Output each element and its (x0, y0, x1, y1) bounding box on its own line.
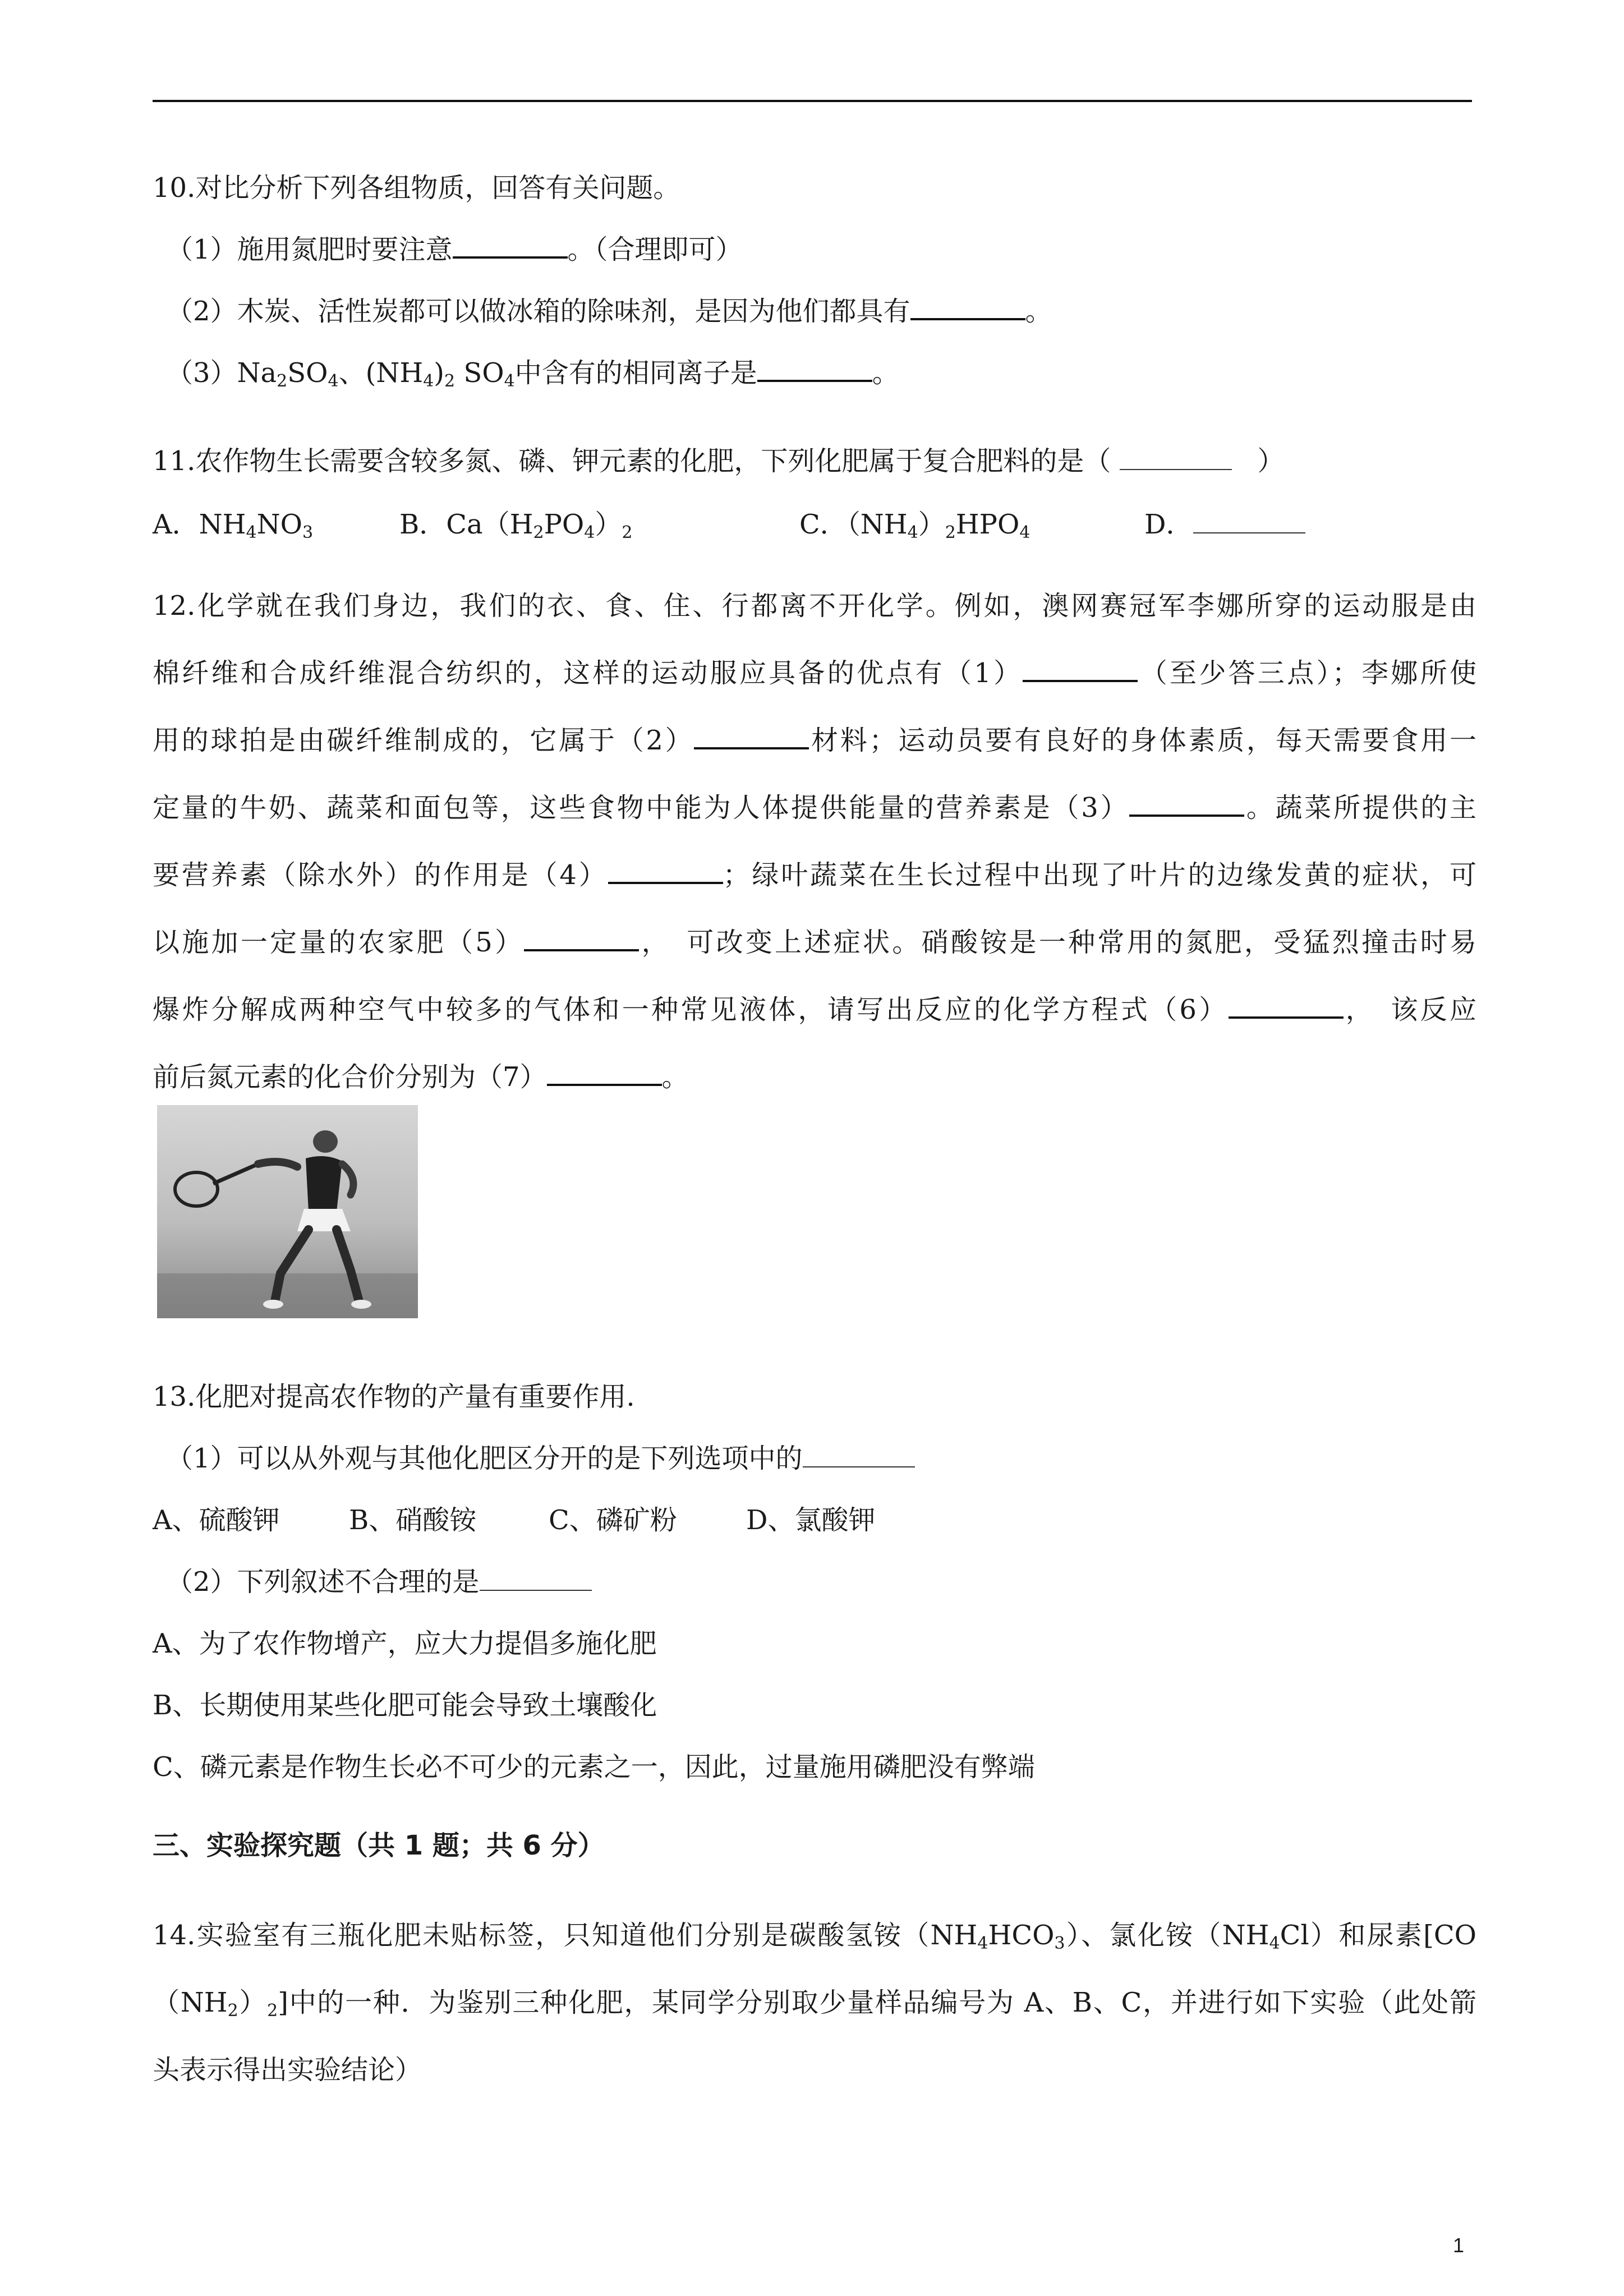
q14-line-3: 头表示得出实验结论） (153, 2054, 422, 2086)
answer-blank[interactable] (1023, 659, 1138, 682)
q10-stem: 10.对比分析下列各组物质，回答有关问题。 (153, 172, 680, 204)
answer-blank[interactable] (547, 1062, 662, 1086)
q12-line-6: 以施加一定量的农家肥（5） ， 可改变上述症状。硝酸铵是一种常用的氮肥，受猛烈撞击时易 (153, 927, 1476, 958)
q13-option-c: C、磷矿粉 (549, 1504, 677, 1536)
answer-blank[interactable] (757, 358, 872, 382)
header-rule (153, 100, 1472, 102)
q11-option-d: D． (1144, 508, 1305, 541)
q10-part1: （1）施用氮肥时要注意 。（合理即可） (166, 234, 743, 265)
q13-option-b: B、硝酸铵 (349, 1504, 477, 1536)
q14-line-2: $(NH_2)_2$]中的一种．为鉴别三种化肥，某同学分别取少量样品编号为 A、B、C，并进行如下实验（此处箭 (153, 1987, 1476, 2021)
q12-line-5: 要营养素（除水外）的作用是（4） ；绿叶蔬菜在生长过程中出现了叶片的边缘发黄的症状，可 (153, 859, 1476, 891)
q11-stem: 11.农作物生长需要含较多氮、磷、钾元素的化肥，下列化肥属于复合肥料的是（ ） (153, 445, 1285, 477)
q11-option-a: A．$NH_4NO_3$ (153, 509, 314, 542)
answer-blank[interactable] (1229, 995, 1344, 1019)
answer-blank[interactable] (803, 1445, 915, 1467)
q12-line-8: 前后氮元素的化合价分别为（7） 。 (153, 1061, 689, 1093)
q12-line-1: 12.化学就在我们身边，我们的衣、食、住、行都离不开化学。例如，澳网赛冠军李娜所穿的运动服是由 (153, 590, 1476, 622)
q14-line-1: 14.实验室有三瓶化肥未贴标签，只知道他们分别是碳酸氢铵$(NH_4HCO_3)$、氯化铵$(NH_4Cl)$和尿素[CO (153, 1920, 1476, 1953)
answer-blank[interactable] (1129, 793, 1244, 817)
tennis-player-photo (157, 1105, 418, 1318)
answer-blank[interactable] (608, 861, 723, 884)
answer-blank[interactable] (910, 297, 1025, 320)
q13-option-a: A、硫酸钾 (153, 1504, 280, 1536)
answer-blank[interactable] (1120, 448, 1232, 470)
q12-line-2: 棉纤维和合成纤维混合纺织的，这样的运动服应具备的优点有（1） （至少答三点）；李娜所使 (153, 657, 1476, 689)
q12-line-7: 爆炸分解成两种空气中较多的气体和一种常见液体，请写出反应的化学方程式（6） ， 该反应 (153, 994, 1476, 1025)
answer-blank[interactable] (694, 726, 809, 749)
q10-part3: $(3)Na_2SO_4$、$(NH_4)_2$ $SO_4$中含有的相同离子是 。 (166, 357, 899, 391)
answer-blank[interactable] (524, 928, 639, 951)
answer-blank[interactable] (1193, 511, 1305, 533)
q11-option-b: B．$Ca(H_2PO_4)_2$ (399, 509, 633, 542)
page-number: 1 (1453, 2234, 1465, 2257)
section-heading: 三、实验探究题（共 1 题；共 6 分） (153, 1830, 605, 1861)
q13-option-d: D、氯酸钾 (746, 1504, 876, 1536)
q13-part1: （1）可以从外观与其他化肥区分开的是下列选项中的 (166, 1442, 1490, 1475)
q13-stem: 13.化肥对提高农作物的产量有重要作用. (153, 1381, 635, 1412)
answer-blank[interactable] (480, 1568, 592, 1591)
q13-statement-b: B、长期使用某些化肥可能会导致土壤酸化 (153, 1690, 657, 1721)
q12-line-4: 定量的牛奶、蔬菜和面包等，这些食物中能为人体提供能量的营养素是（3） 。蔬菜所提供的主 (153, 792, 1476, 823)
q12-line-3: 用的球拍是由碳纤维制成的，它属于（2） 材料；运动员要有良好的身体素质，每天需要食用一 (153, 725, 1476, 756)
q10-part2: （2）木炭、活性炭都可以做冰箱的除味剂，是因为他们都具有 。 (166, 296, 1052, 327)
q13-statement-c: C、磷元素是作物生长必不可少的元素之一，因此，过量施用磷肥没有弊端 (153, 1751, 1035, 1783)
q11-option-c: C．$(NH_4)_2HPO_4$ (799, 509, 1030, 542)
q13-part2: （2）下列叙述不合理的是 (166, 1565, 1490, 1599)
answer-blank[interactable] (453, 235, 568, 259)
q13-statement-a: A、为了农作物增产，应大力提倡多施化肥 (153, 1628, 657, 1659)
